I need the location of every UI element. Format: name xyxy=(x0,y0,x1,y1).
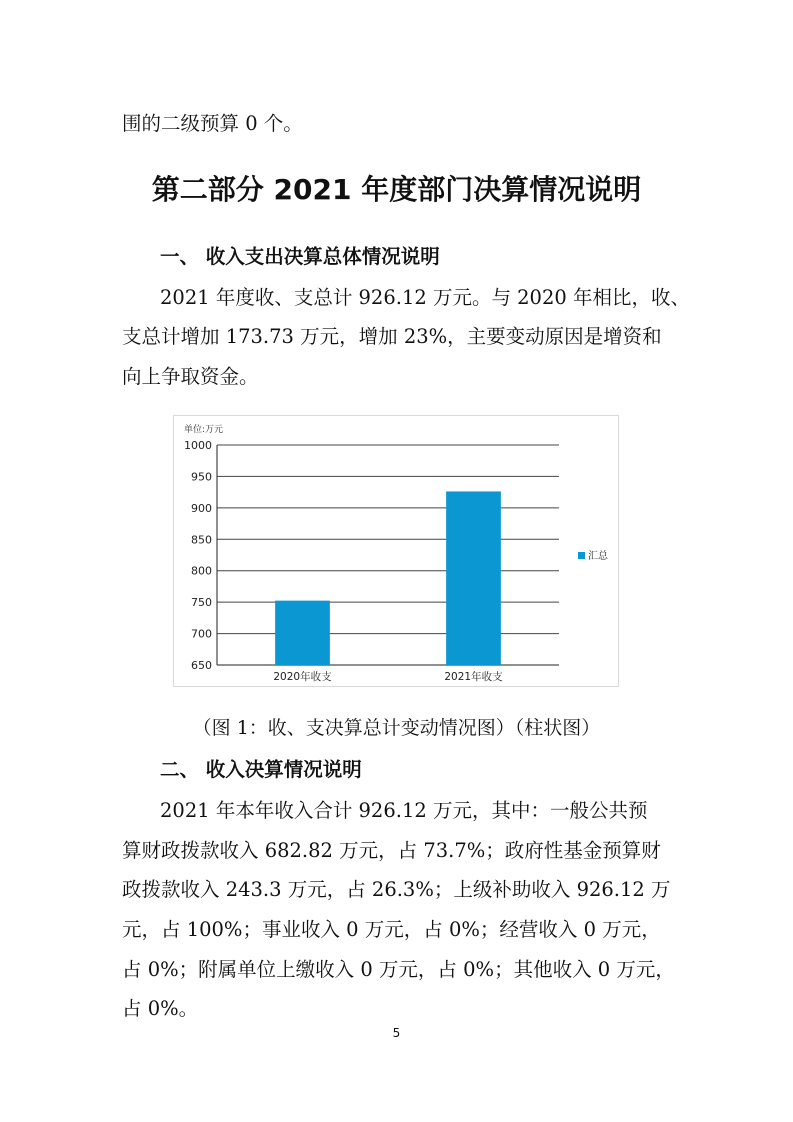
section2-heading: 二、 收入决算情况说明 xyxy=(160,758,362,781)
y-tick-label: 750 xyxy=(191,596,212,610)
y-tick-label: 700 xyxy=(191,627,212,641)
section2-line-2: 算财政拨款收入 682.82 万元，占 73.7%；政府性基金预算财 xyxy=(122,839,661,862)
bar-2 xyxy=(446,491,501,665)
y-tick-label: 1000 xyxy=(184,439,212,452)
section2-line-5: 占 0%；附属单位上缴收入 0 万元，占 0%；其他收入 0 万元， xyxy=(122,958,675,981)
x-tick-label: 2021年收支 xyxy=(444,671,503,683)
section1-line-1: 2021 年度收、支总计 926.12 万元。与 2020 年相比，收、 xyxy=(160,286,690,309)
page-number: 5 xyxy=(392,1026,401,1040)
y-tick-label: 650 xyxy=(191,659,212,672)
section2-line-6: 占 0%。 xyxy=(122,997,199,1020)
income-expense-chart xyxy=(173,415,619,687)
section2-line-1: 2021 年本年收入合计 926.12 万元，其中：一般公共预 xyxy=(160,799,648,822)
chart-caption: （图 1：收、支决算总计变动情况图）（柱状图） xyxy=(192,717,601,739)
y-tick-label: 950 xyxy=(191,470,212,484)
section2-line-4: 元，占 100%；事业收入 0 万元，占 0%；经营收入 0 万元， xyxy=(122,918,661,941)
chart-svg xyxy=(174,416,618,686)
section1-line-3: 向上争取资金。 xyxy=(122,365,259,388)
legend-swatch xyxy=(578,552,585,559)
legend-label: 汇总 xyxy=(588,551,608,562)
y-tick-label: 850 xyxy=(191,533,212,547)
section1-line-2: 支总计增加 173.73 万元，增加 23%，主要变动原因是增资和 xyxy=(122,325,662,348)
section2-line-3: 政拨款收入 243.3 万元，占 26.3%；上级补助收入 926.12 万 xyxy=(122,878,671,901)
page-title: 第二部分 2021 年度部门决算情况说明 xyxy=(151,173,642,206)
y-tick-label: 800 xyxy=(191,564,212,578)
y-tick-label: 900 xyxy=(191,501,212,515)
continued-paragraph-line: 围的二级预算 0 个。 xyxy=(122,112,303,135)
bar-1 xyxy=(275,601,330,665)
x-tick-label: 2020年收支 xyxy=(273,671,332,683)
chart-unit-label: 单位:万元 xyxy=(184,425,224,435)
section1-heading: 一、 收入支出决算总体情况说明 xyxy=(160,245,440,268)
